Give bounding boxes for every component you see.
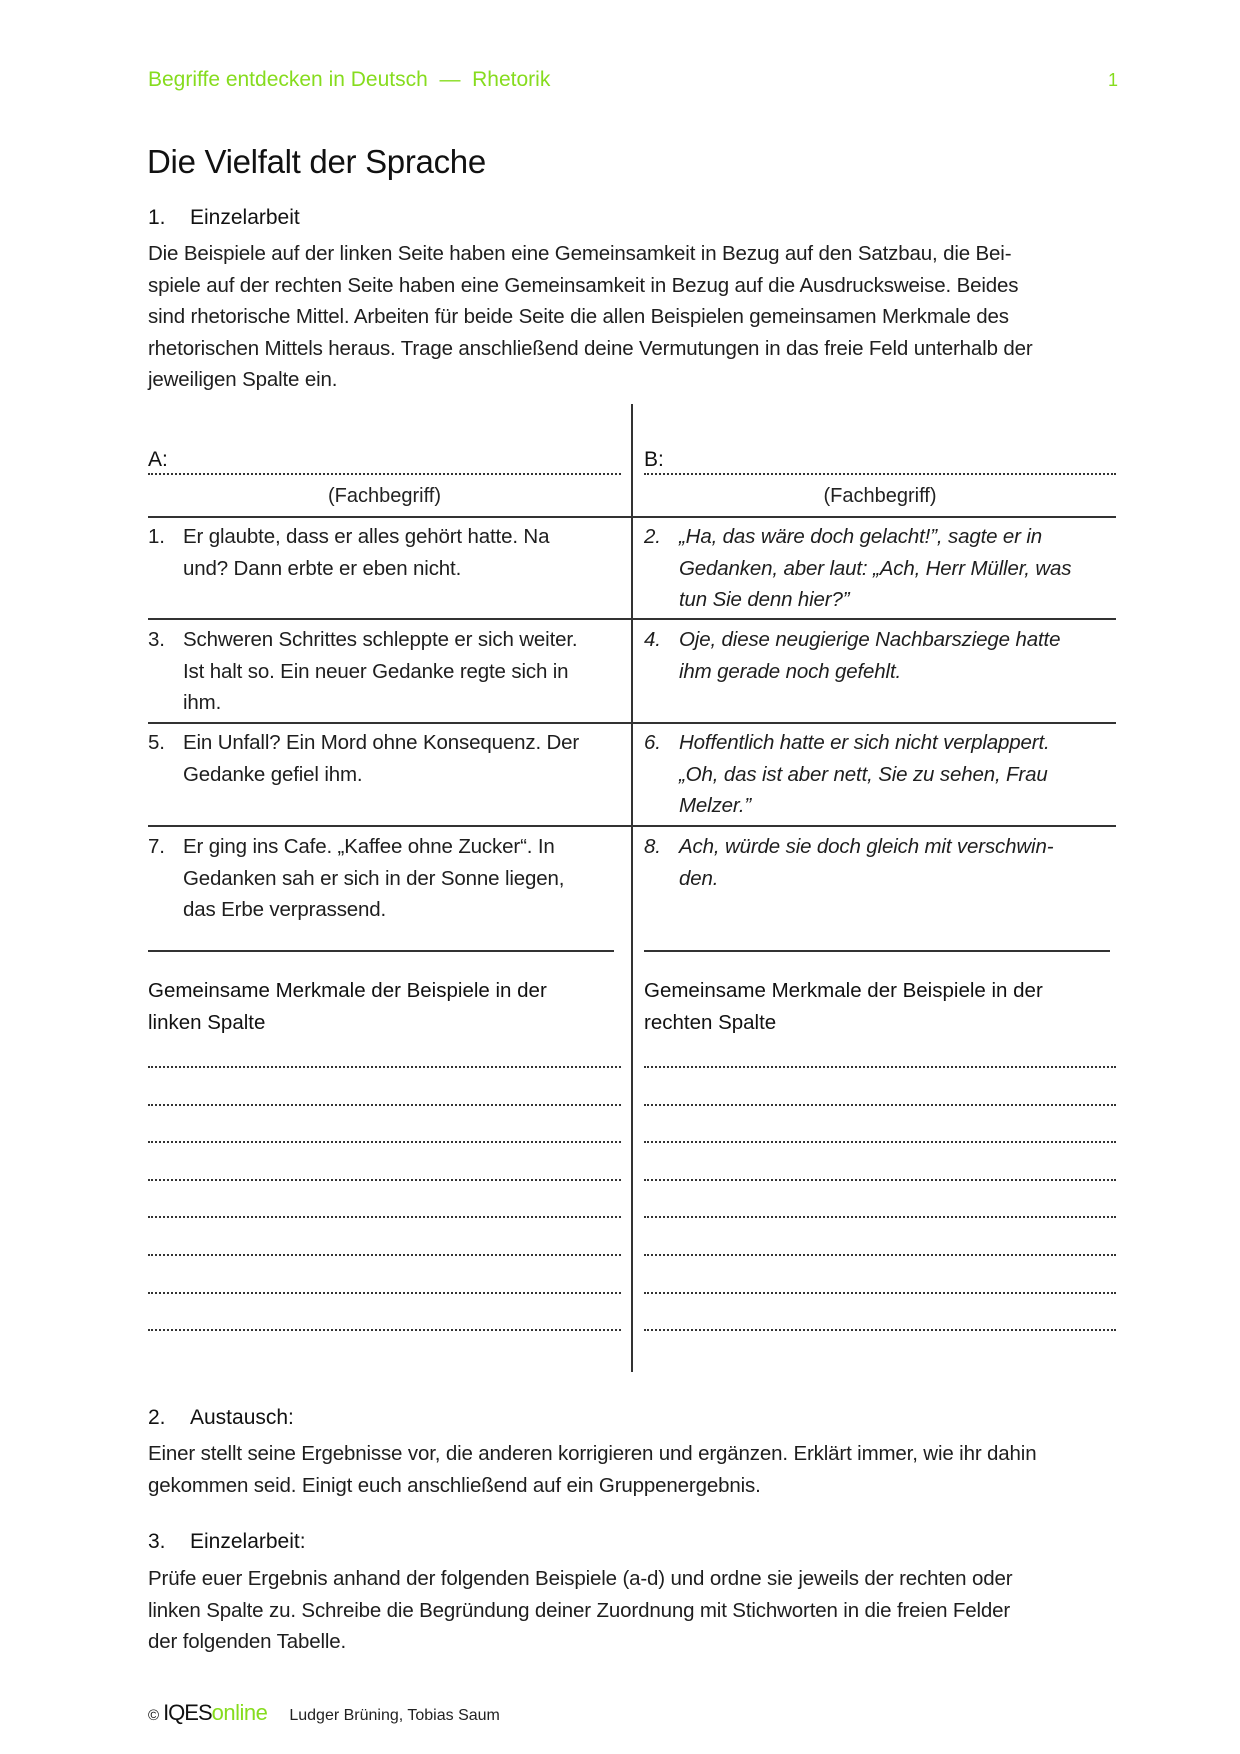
summary-rule-right [644, 950, 1110, 952]
answer-line-right[interactable] [644, 1179, 1116, 1181]
row-rule [148, 825, 1116, 827]
text-line: Prüfe euer Ergebnis anhand der folgenden Beispiele (a-d) und ordne sie jeweils der rechten oder [148, 1567, 1013, 1590]
table-header-rule [148, 516, 1116, 518]
task1-number: 1. [148, 206, 166, 229]
text-line: spiele auf der rechten Seite haben eine Gemeinsamkeit in Bezug auf die Ausdrucksweise. Beides [148, 273, 1019, 297]
example-row [644, 521, 1116, 616]
example-row [148, 727, 628, 790]
answer-line-left[interactable] [148, 1179, 621, 1181]
answer-line-right[interactable] [644, 1329, 1116, 1331]
running-header [148, 68, 550, 92]
example-row [644, 624, 1116, 687]
answer-line-left[interactable] [148, 1292, 621, 1294]
task2-number: 2. [148, 1406, 166, 1429]
footer [148, 1700, 500, 1726]
example-number: 5. [148, 731, 165, 754]
example-text: Er glaubte, dass er alles gehört hatte. Na und? Dann erbte er eben nicht. [183, 525, 550, 580]
task3-title: Einzelarbeit: [190, 1530, 306, 1553]
example-number: 3. [148, 628, 165, 651]
text-line: rhetorischen Mittels heraus. Trage anschließend deine Vermutungen in das freie Feld unterhalb der [148, 336, 1033, 360]
answer-line-left[interactable] [148, 1104, 621, 1106]
task3-number: 3. [148, 1530, 166, 1553]
summary-rule-left [148, 950, 614, 952]
answer-line-left[interactable] [148, 1329, 621, 1331]
term-entry-line-b[interactable] [644, 473, 1116, 475]
answer-line-left[interactable] [148, 1066, 621, 1068]
header-separator: — [439, 68, 461, 91]
topic-title: Rhetorik [472, 68, 551, 91]
task2-title: Austausch: [190, 1406, 294, 1429]
task1-instructions [148, 238, 1123, 396]
answer-line-right[interactable] [644, 1104, 1116, 1106]
example-text: Hoffentlich hatte er sich nicht verplappert. „Oh, das ist aber nett, Sie zu sehen, Frau Melzer.” [679, 731, 1050, 817]
text-line: linken Spalte zu. Schreibe die Begründung deiner Zuordnung mit Stichworten in die freien Felder [148, 1598, 1011, 1622]
row-rule [148, 618, 1116, 620]
task1-title: Einzelarbeit [190, 206, 300, 229]
task2-heading [148, 1406, 294, 1430]
example-text: „Ha, das wäre doch gelacht!”, sagte er in Gedanken, aber laut: „Ach, Herr Müller, was tun Sie denn hier?” [679, 525, 1072, 611]
example-text: Oje, diese neugierige Nachbarsziege hatte ihm gerade noch gefehlt. [679, 628, 1061, 683]
example-number: 1. [148, 525, 165, 548]
answer-line-right[interactable] [644, 1292, 1116, 1294]
term-entry-line-a[interactable] [148, 473, 621, 475]
term-hint-a: (Fachbegriff) [327, 485, 441, 507]
series-title: Begriffe entdecken in Deutsch [148, 68, 428, 91]
example-text: Ach, würde sie doch gleich mit verschwin- den. [679, 835, 1054, 890]
example-row [148, 624, 628, 719]
answer-line-left[interactable] [148, 1141, 621, 1143]
example-text: Er ging ins Cafe. „Kaffee ohne Zucker“. In Gedanken sah er sich in der Sonne liegen, das Erbe verprassend. [183, 835, 565, 921]
brand-logo-accent: online [211, 1700, 268, 1725]
answer-line-left[interactable] [148, 1216, 621, 1218]
text-line: der folgenden Tabelle. [148, 1630, 347, 1653]
column-divider [631, 404, 633, 1372]
brand-logo-main: IQES [163, 1700, 212, 1725]
answer-line-right[interactable] [644, 1254, 1116, 1256]
page-title: Die Vielfalt der Sprache [147, 143, 486, 180]
answer-line-left[interactable] [148, 1254, 621, 1256]
answer-line-right[interactable] [644, 1216, 1116, 1218]
answer-line-right[interactable] [644, 1141, 1116, 1143]
example-text: Schweren Schrittes schleppte er sich weiter. Ist halt so. Ein neuer Gedanke regte sich in ihm. [183, 628, 578, 714]
text-line: Die Beispiele auf der linken Seite haben eine Gemeinsamkeit in Bezug auf den Satzbau, die Bei- [148, 242, 1012, 265]
example-number: 8. [644, 835, 661, 858]
summary-label-right: Gemeinsame Merkmale der Beispiele in der rechten Spalte [644, 979, 1043, 1034]
example-row [148, 831, 628, 926]
term-hint-b: (Fachbegriff) [823, 485, 937, 507]
column-a-label: A: [148, 448, 168, 471]
example-number: 4. [644, 628, 661, 651]
example-text: Ein Unfall? Ein Mord ohne Konsequenz. Der Gedanke gefiel ihm. [183, 731, 580, 786]
example-row [148, 521, 628, 584]
task1-heading [148, 206, 300, 230]
example-row [644, 727, 1116, 822]
example-row [644, 831, 1116, 894]
authors: Ludger Brüning, Tobias Saum [289, 1707, 500, 1724]
task3-instructions [148, 1563, 1123, 1658]
text-line: sind rhetorische Mittel. Arbeiten für beide Seite die allen Beispielen gemeinsamen Merkmale des [148, 305, 1009, 328]
text-line: jeweiligen Spalte ein. [148, 368, 338, 391]
text-line: Einer stellt seine Ergebnisse vor, die anderen korrigieren und ergänzen. Erklärt immer, wie ihr dahin [148, 1442, 1037, 1465]
example-number: 7. [148, 835, 165, 858]
row-rule [148, 722, 1116, 724]
example-number: 6. [644, 731, 661, 754]
answer-line-right[interactable] [644, 1066, 1116, 1068]
task3-heading [148, 1530, 306, 1554]
summary-label-left: Gemeinsame Merkmale der Beispiele in der linken Spalte [148, 979, 547, 1034]
page-number: 1 [1107, 70, 1118, 90]
copyright-icon: © [148, 1707, 160, 1724]
task2-instructions [148, 1438, 1123, 1501]
text-line: gekommen seid. Einigt euch anschließend auf ein Gruppenergebnis. [148, 1473, 761, 1497]
example-number: 2. [644, 525, 661, 548]
column-b-label: B: [644, 448, 664, 471]
